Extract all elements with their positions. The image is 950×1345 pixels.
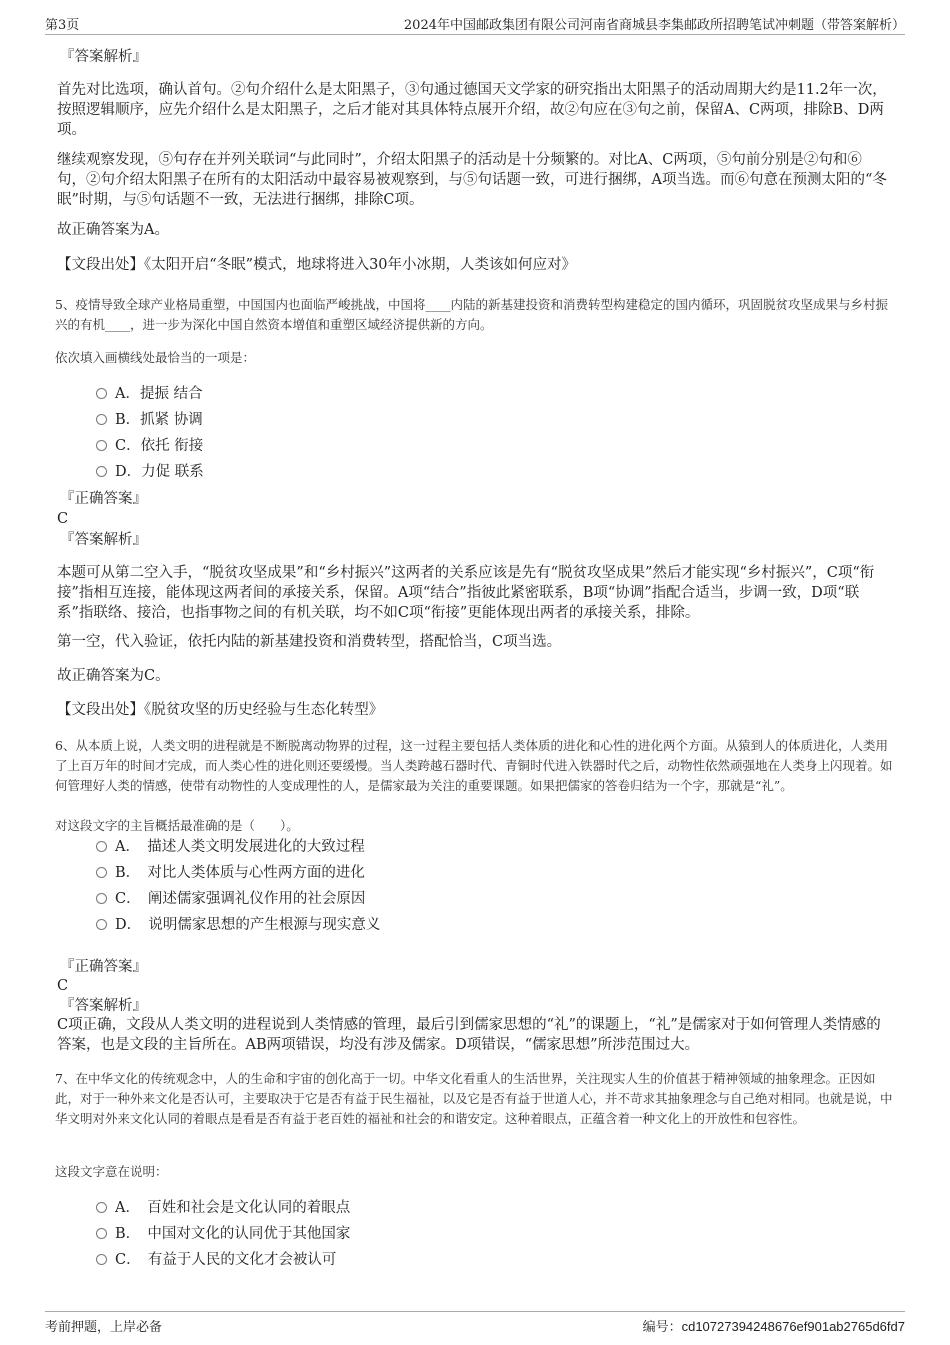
page-footer [45, 1311, 905, 1338]
radio-icon[interactable] [96, 466, 107, 477]
page-header [45, 12, 905, 35]
q5-source: 【文段出处】《脱贫攻坚的历史经验与生态化转型》 [57, 702, 384, 718]
footer-note: 考前押题，上岸必备 [45, 1320, 163, 1335]
q7-option-c[interactable]: C． 有益于人民的文化才会被认可 [96, 1250, 336, 1270]
q5-answer: C [57, 511, 69, 527]
q4-analysis-p1: 首先对比选项，确认首句。②句介绍什么是太阳黑子，③句通过德国天文学家的研究指出太阳黑子的活动周期大约是11.2年一次，按照逻辑顺序，应先介绍什么是太阳黑子，之后才能对其具体特点展开介绍，故②句应在③句之前，保留A、C两项，排除B、D两项。 [57, 82, 887, 138]
radio-icon[interactable] [96, 1202, 107, 1213]
q4-analysis-p2: 继续观察发现，⑤句存在并列关联词“与此同时”，介绍太阳黑子的活动是十分频繁的。对比A、C两项，⑤句前分别是②句和⑥句，②句介绍太阳黑子在所有的太阳活动中最容易被观察到，与⑤句话题一致，可进行捆绑，A项当选。而⑥句意在预测太阳的“冬眠”时期，与⑤句话题不一致，无法进行捆绑，排除C项。 [57, 152, 887, 208]
q6-answer: C [57, 978, 69, 994]
q4-source: 【文段出处】《太阳开启“冬眠”模式，地球将进入30年小冰期，人类该如何应对》 [57, 257, 577, 273]
q6-option-b[interactable]: B． 对比人类体质与心性两方面的进化 [96, 863, 365, 883]
q7-option-b[interactable]: B． 中国对文化的认同优于其他国家 [96, 1224, 350, 1244]
q5-answer-label: 『正确答案』 [60, 491, 147, 507]
document-code: 编号：cd10727394248676ef901ab2765d6fd7 [642, 1319, 905, 1334]
q6-stem: 6、从本质上说，人类文明的进程就是不断脱离动物界的过程，这一过程主要包括人类体质的进化和心性的进化两个方面。从猿到人的体质进化，人类用了上百万年的时间才完成，而人类心性的进化则还要缓慢。当人类跨越石器时代、青铜时代进入铁器时代之后，动物性依然顽强地在人类身上闪现着。如何管理好人类的情感，使带有动物性的人变成理性的人，是儒家最为关注的重要课题。如果把儒家的答卷归结为一个字，那就是“礼”。 [55, 738, 893, 793]
q5-option-a[interactable]: A．提振 结合 [96, 384, 203, 404]
radio-icon[interactable] [96, 388, 107, 399]
radio-icon[interactable] [96, 1228, 107, 1239]
document-title: 2024年中国邮政集团有限公司河南省商城县李集邮政所招聘笔试冲刺题（带答案解析） [403, 18, 905, 33]
q6-analysis-label: 『答案解析』 [60, 998, 147, 1014]
q5-analysis-label: 『答案解析』 [60, 532, 147, 548]
q6-option-c[interactable]: C． 阐述儒家强调礼仪作用的社会原因 [96, 889, 365, 909]
q5-answer-line: 故正确答案为C。 [57, 668, 170, 684]
radio-icon[interactable] [96, 841, 107, 852]
q7-prompt: 这段文字意在说明： [55, 1164, 168, 1179]
radio-icon[interactable] [96, 867, 107, 878]
q7-stem: 7、在中华文化的传统观念中，人的生命和宇宙的创化高于一切。中华文化看重人的生活世界，关注现实人生的价值甚于精神领域的抽象理念。正因如此，对于一种外来文化是否认可，主要取决于它是否有益于民生福祉，以及它是否有益于世道人心，并不苛求其抽象理念与自己绝对相同。也就是说，中华文明对外来文化认同的着眼点是看是否有益于老百姓的福祉和社会的和谐安定。这种着眼点，正蕴含着一种文化上的开放性和包容性。 [55, 1071, 893, 1126]
radio-icon[interactable] [96, 919, 107, 930]
q4-answer-line: 故正确答案为A。 [57, 222, 169, 238]
q6-prompt: 对这段文字的主旨概括最准确的是（ ）。 [55, 818, 299, 833]
q5-option-b[interactable]: B．抓紧 协调 [96, 410, 203, 430]
q6-option-a[interactable]: A． 描述人类文明发展进化的大致过程 [96, 837, 365, 857]
q7-option-a[interactable]: A． 百姓和社会是文化认同的着眼点 [96, 1198, 350, 1218]
radio-icon[interactable] [96, 414, 107, 425]
q5-option-c[interactable]: C．依托 衔接 [96, 436, 203, 456]
page-number: 第3页 [45, 18, 80, 33]
radio-icon[interactable] [96, 1254, 107, 1265]
radio-icon[interactable] [96, 440, 107, 451]
q5-prompt: 依次填入画横线处最恰当的一项是： [55, 350, 256, 365]
q5-analysis-p2: 第一空，代入验证，依托内陆的新基建投资和消费转型，搭配恰当，C项当选。 [57, 634, 562, 650]
q5-stem: 5、疫情导致全球产业格局重塑，中国国内也面临严峻挑战，中国将____内陆的新基建投资和消费转型构建稳定的国内循环，巩固脱贫攻坚成果与乡村振兴的有机____，进一步为深化中国自然资本增值和重塑区域经济提供新的方向。 [55, 297, 888, 332]
q6-answer-label: 『正确答案』 [60, 959, 147, 975]
q4-analysis-label: 『答案解析』 [60, 49, 147, 65]
q6-analysis-p1: C项正确，文段从人类文明的进程说到人类情感的管理，最后引到儒家思想的“礼”的课题上，“礼”是儒家对于如何管理人类情感的答案，也是文段的主旨所在。AB两项错误，均没有涉及儒家。D项错误，“儒家思想”所涉范围过大。 [57, 1017, 881, 1053]
q5-option-d[interactable]: D．力促 联系 [96, 462, 204, 482]
radio-icon[interactable] [96, 893, 107, 904]
q5-analysis-p1: 本题可从第二空入手，“脱贫攻坚成果”和“乡村振兴”这两者的关系应该是先有“脱贫攻坚成果”然后才能实现“乡村振兴”，C项“衔接”指相互连接，能体现这两者间的承接关系，保留。A项“结合”指彼此紧密联系，B项“协调”指配合适当，步调一致，D项“联系”指联络、接洽，也指事物之间的有机关联，均不如C项“衔接”更能体现出两者的承接关系，排除。 [57, 565, 875, 621]
q6-option-d[interactable]: D． 说明儒家思想的产生根源与现实意义 [96, 915, 380, 935]
